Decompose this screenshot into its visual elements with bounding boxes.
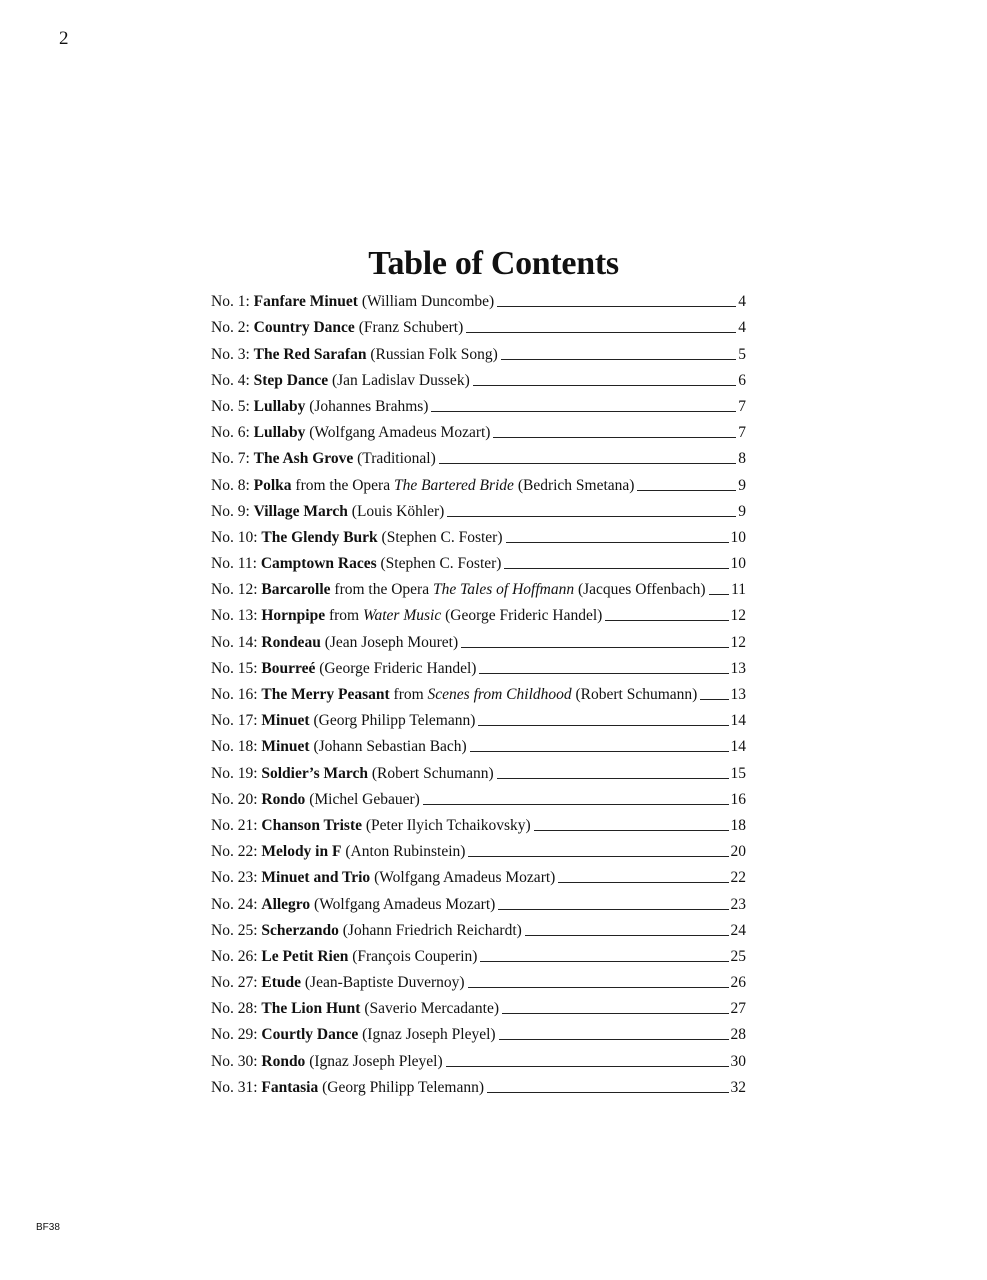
entry-composer: (Louis Köhler) [351,502,445,520]
toc-entry [211,547,746,573]
entry-composer: (Ignaz Joseph Pleyel) [309,1052,443,1070]
entry-number: No. 4: [211,371,250,389]
dot-leader [479,673,728,674]
entry-number: No. 28: [211,1000,258,1018]
entry-number: No. 14: [211,633,258,651]
toc-entry [211,756,746,782]
entry-composer: (William Duncombe) [361,293,495,311]
entry-text [211,424,490,442]
entry-title: Fantasia [261,1078,319,1096]
page-number: 2 [59,28,69,49]
dot-leader [480,961,728,962]
entry-composer: (Robert Schumann) [575,686,698,703]
dot-leader [506,542,729,543]
entry-text [211,817,531,835]
entry-source-title: The Tales of Hoffmann [432,581,575,599]
entry-number: No. 10: [211,528,258,546]
dot-leader [473,385,737,386]
dot-leader [468,987,729,988]
entry-title: Minuet [261,712,310,730]
entry-title: Step Dance [253,371,329,389]
entry-composer: (François Couperin) [352,947,478,965]
entry-number: No. 20: [211,790,258,808]
entry-text [211,1053,443,1071]
toc-entry [211,992,746,1018]
toc-entry [211,678,746,704]
entry-text [211,450,436,468]
entry-page-number: 16 [730,790,746,808]
entry-composer: (Johann Friedrich Reichardt) [342,921,522,939]
entry-text [211,1026,496,1044]
toc-entry [211,390,746,416]
entry-page-number: 18 [730,816,746,834]
dot-leader [502,1013,728,1014]
entry-page-number: 8 [738,450,746,468]
dot-leader [461,647,728,648]
entry-title: Chanson Triste [261,816,363,834]
entry-text [211,607,602,625]
toc-entry [211,573,746,599]
toc-entry [211,861,746,887]
toc-entry [211,730,746,756]
entry-number: No. 8: [211,476,250,494]
toc-entry [211,521,746,547]
toc-entry [211,704,746,730]
entry-composer: (Robert Schumann) [371,764,494,782]
entry-text [211,843,465,861]
entry-number: No. 19: [211,764,258,782]
dot-leader [504,568,728,569]
entry-composer: (Wolfgang Amadeus Mozart) [314,895,496,913]
entry-page-number: 12 [730,633,746,651]
dot-leader [525,935,729,936]
entry-composer: (Stephen C. Foster) [380,555,502,573]
entry-text [211,503,444,521]
entry-composer: (Jean Joseph Mouret) [324,633,459,651]
entry-page-number: 23 [730,895,746,913]
entry-number: No. 31: [211,1078,258,1096]
entry-title: The Red Sarafan [253,345,367,363]
entry-number: No. 30: [211,1052,258,1070]
entry-title: The Lion Hunt [261,1000,361,1018]
entry-source-title: Scenes from Childhood [427,686,572,703]
dot-leader [493,437,736,438]
entry-page-number: 7 [738,397,746,415]
dot-leader [431,411,736,412]
entry-composer: (Wolfgang Amadeus Mozart) [374,869,556,887]
entry-number: No. 18: [211,738,258,756]
entry-page-number: 28 [730,1026,746,1044]
toc-entry [211,442,746,468]
entry-title: Allegro [261,895,311,913]
dot-leader [487,1092,728,1093]
entry-number: No. 29: [211,1026,258,1044]
entry-source-prefix: from [328,607,360,625]
entry-page-number: 10 [730,528,746,546]
entry-page-number: 12 [730,607,746,625]
entry-composer: (Saverio Mercadante) [364,1000,500,1018]
toc-entry [211,914,746,940]
entry-page-number: 6 [738,371,746,389]
entry-number: No. 7: [211,450,250,468]
entry-page-number: 20 [730,843,746,861]
entry-text [211,319,463,337]
entry-number: No. 27: [211,974,258,992]
entry-number: No. 11: [211,555,257,573]
toc-entry [211,495,746,521]
dot-leader [709,594,730,595]
dot-leader [498,909,728,910]
dot-leader [501,359,736,360]
entry-number: No. 13: [211,607,258,625]
entry-composer: (Jan Ladislav Dussek) [331,371,470,389]
toc-entry [211,1071,746,1097]
entry-composer: (Bedrich Smetana) [517,476,635,494]
entry-page-number: 22 [730,869,746,887]
entry-composer: (Jean-Baptiste Duvernoy) [304,974,465,992]
entry-page-number: 14 [730,712,746,730]
toc-entry [211,652,746,678]
entry-composer: (Franz Schubert) [358,319,464,337]
entry-number: No. 15: [211,659,258,677]
dot-leader [478,725,728,726]
toc-entry [211,887,746,913]
entry-composer: (Michel Gebauer) [309,790,420,808]
entry-title: Rondo [261,790,306,808]
entry-page-number: 4 [738,293,746,311]
entry-source-prefix: from the Opera [334,581,430,599]
entry-composer: (Russian Folk Song) [370,345,498,363]
entry-text [211,948,477,966]
toc-entry [211,809,746,835]
entry-title: Camptown Races [260,555,377,573]
entry-number: No. 16: [211,686,258,703]
entry-composer: (George Frideric Handel) [319,659,477,677]
entry-title: Barcarolle [261,581,331,599]
entry-text [211,765,494,783]
entry-composer: (Anton Rubinstein) [345,843,466,861]
entry-number: No. 26: [211,947,258,965]
page-title: Table of Contents [368,244,619,282]
entry-title: Hornpipe [261,607,326,625]
entry-number: No. 5: [211,397,250,415]
entry-text [211,477,634,495]
entry-title: Rondeau [261,633,321,651]
entry-page-number: 11 [731,581,746,599]
dot-leader [534,830,729,831]
entry-text [211,346,498,364]
entry-text [211,293,494,311]
toc-entry [211,625,746,651]
entry-text [211,660,476,678]
entry-text [211,791,420,809]
entry-composer: (Jacques Offenbach) [577,581,706,599]
entry-text [211,896,495,914]
entry-title: The Merry Peasant [261,686,390,703]
toc-entry [211,1044,746,1070]
toc-entry [211,940,746,966]
entry-page-number: 5 [738,345,746,363]
toc-entry [211,337,746,363]
entry-number: No. 9: [211,502,250,520]
entry-text [211,1000,499,1018]
dot-leader [497,778,729,779]
entry-title: Lullaby [253,424,306,442]
entry-page-number: 13 [730,659,746,677]
entry-text [211,922,522,940]
entry-number: No. 23: [211,869,258,887]
toc-entry [211,311,746,337]
toc-entry [211,468,746,494]
entry-page-number: 4 [738,319,746,337]
entry-composer: (Ignaz Joseph Pleyel) [362,1026,496,1044]
toc-entry [211,599,746,625]
entry-text [211,555,501,573]
footer-code: BF38 [36,1222,60,1233]
entry-composer: (Georg Philipp Telemann) [313,712,476,730]
entry-number: No. 2: [211,319,250,337]
entry-number: No. 12: [211,581,258,599]
entry-source-title: Water Music [363,607,442,625]
entry-page-number: 26 [730,974,746,992]
dot-leader [558,882,728,883]
entry-source-prefix: from the Opera [295,476,391,494]
entry-text [211,634,458,652]
dot-leader [497,306,736,307]
entry-text [211,712,475,730]
entry-number: No. 1: [211,293,250,311]
toc-entry [211,1018,746,1044]
table-of-contents [211,285,746,1097]
entry-page-number: 10 [730,555,746,573]
entry-text [211,1079,484,1097]
entry-page-number: 9 [738,502,746,520]
entry-source-prefix: from [393,686,424,703]
entry-title: Etude [261,974,301,992]
dot-leader [470,751,729,752]
dot-leader [700,699,728,700]
entry-title: Bourreé [261,659,316,677]
entry-number: No. 22: [211,843,258,861]
entry-number: No. 25: [211,921,258,939]
dot-leader [468,856,728,857]
dot-leader [466,332,736,333]
entry-title: Lullaby [253,397,306,415]
entry-text [211,686,697,704]
entry-composer: (George Frideric Handel) [445,607,603,625]
entry-text [211,869,555,887]
dot-leader [439,463,736,464]
entry-number: No. 3: [211,345,250,363]
entry-title: Fanfare Minuet [253,293,358,311]
entry-number: No. 21: [211,816,258,834]
entry-title: Polka [253,476,292,494]
dot-leader [637,490,736,491]
entry-number: No. 6: [211,424,250,442]
entry-composer: (Traditional) [357,450,436,468]
entry-text [211,372,470,390]
entry-title: The Glendy Burk [261,528,378,546]
entry-composer: (Wolfgang Amadeus Mozart) [309,424,491,442]
entry-page-number: 27 [730,1000,746,1018]
entry-page-number: 32 [730,1078,746,1096]
entry-composer: (Georg Philipp Telemann) [322,1078,485,1096]
entry-composer: (Peter Ilyich Tchaikovsky) [365,816,531,834]
entry-text [211,398,428,416]
entry-page-number: 13 [730,686,746,703]
entry-title: Soldier’s March [261,764,368,782]
entry-title: Le Petit Rien [261,947,349,965]
entry-page-number: 14 [730,738,746,756]
entry-text [211,529,503,547]
entry-text [211,974,465,992]
dot-leader [447,516,736,517]
entry-page-number: 7 [738,424,746,442]
entry-title: Village March [253,502,348,520]
entry-source-title: The Bartered Bride [393,476,514,494]
entry-title: Country Dance [253,319,355,337]
entry-number: No. 17: [211,712,258,730]
entry-title: Minuet [261,738,310,756]
entry-page-number: 9 [738,476,746,494]
toc-entry [211,416,746,442]
entry-title: The Ash Grove [253,450,354,468]
entry-title: Melody in F [261,843,342,861]
entry-title: Courtly Dance [261,1026,359,1044]
entry-composer: (Stephen C. Foster) [381,528,503,546]
toc-entry [211,966,746,992]
toc-entry [211,285,746,311]
entry-text [211,581,706,599]
toc-entry [211,783,746,809]
dot-leader [499,1039,729,1040]
dot-leader [446,1066,729,1067]
entry-composer: (Johann Sebastian Bach) [313,738,467,756]
entry-title: Minuet and Trio [261,869,371,887]
entry-page-number: 15 [730,764,746,782]
dot-leader [423,804,729,805]
entry-page-number: 30 [730,1052,746,1070]
dot-leader [605,620,728,621]
toc-entry [211,835,746,861]
entry-title: Rondo [261,1052,306,1070]
toc-entry [211,364,746,390]
entry-composer: (Johannes Brahms) [309,397,429,415]
entry-page-number: 24 [730,921,746,939]
entry-page-number: 25 [730,947,746,965]
entry-number: No. 24: [211,895,258,913]
entry-title: Scherzando [261,921,339,939]
entry-text [211,738,467,756]
